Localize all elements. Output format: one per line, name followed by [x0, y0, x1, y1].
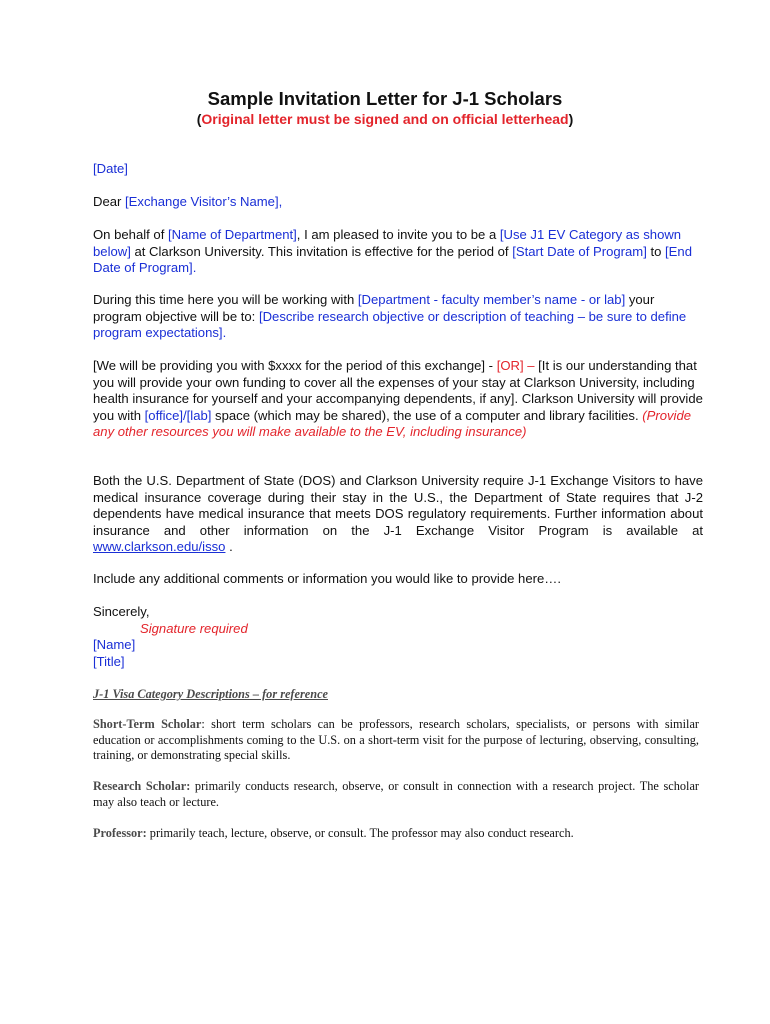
paragraph-additional-comments: Include any additional comments or information you would like to provide here…. — [93, 571, 561, 586]
document-subtitle — [0, 111, 770, 127]
text-run: During this time here you will be working with — [93, 292, 358, 307]
document-title: Sample Invitation Letter for J-1 Scholars — [207, 88, 563, 109]
reference-desc: primarily conducts research, observe, or consult in connection with a research project. The scholar may also teach or lecture. — [93, 779, 699, 809]
text-run: [We will be providing you with $xxxx for the period of this exchange] - — [93, 358, 497, 373]
text-run: . — [222, 325, 227, 340]
reference-item-research-scholar — [93, 779, 699, 810]
subtitle-close-paren: ) — [568, 111, 574, 127]
text-run: your program objective will be to: — [93, 292, 655, 324]
research-objective-field: [Describe research objective or description of teaching – be sure to define program expectations] — [93, 308, 687, 340]
signer-title-field: [Title] — [93, 654, 125, 669]
isso-link[interactable]: www.clarkson.edu/isso — [93, 539, 226, 554]
start-date-field: [Start Date of Program] — [512, 243, 647, 259]
greeting-prefix: Dear — [93, 194, 126, 209]
signer-name-field: [Name] — [93, 637, 136, 652]
reference-desc: : short term scholars can be professors, research scholars, specialists, or persons with similar education or accomplishments coming to the U.S. on a short-term visit for the purpose of lecturing, observing, consulting, training, or demonstrating special skills. — [93, 717, 699, 762]
date-field: [Date] — [93, 161, 128, 176]
end-date-field: [End Date of Program] — [93, 243, 692, 275]
text-run: On behalf of — [93, 227, 168, 242]
reference-item-professor — [93, 826, 699, 842]
ev-category-field: [Use J1 EV Category as shown below] — [93, 227, 682, 259]
reference-item-short-term-scholar — [93, 717, 699, 764]
department-name-field: [Name of Department] — [167, 227, 297, 242]
reference-desc: primarily teach, lecture, observe, or consult. The professor may also conduct research. — [146, 826, 574, 840]
reference-term: Professor: — [93, 826, 147, 840]
text-run: space (which may be shared), the use of a computer and library facilities. — [211, 407, 643, 423]
text-run: at Clarkson University. This invitation is effective for the period of — [130, 243, 513, 259]
subtitle-open-paren: ( — [196, 111, 202, 127]
closing-sincerely: Sincerely, — [93, 604, 150, 619]
faculty-member-field: [Department - faculty member’s name - or lab] — [357, 292, 626, 307]
office-lab-field: [office]/[lab] — [144, 407, 212, 423]
paragraph-program-objective — [93, 292, 703, 342]
subtitle-text: Original letter must be signed and on official letterhead — [201, 111, 569, 127]
text-run: . — [192, 260, 197, 275]
text-run: . — [225, 539, 233, 554]
paragraph-insurance — [93, 473, 703, 556]
text-run: Both the U.S. Department of State (DOS) and Clarkson University require J-1 Exchange Visitors to have medical insurance coverage during their stay in the U.S., the Department of State requires that J-2 dependents have medical insurance that meets DOS regulatory requirements. Further information about insurance and other information on the J-1 Exchange Visitor Program is available at — [93, 473, 703, 538]
reference-term: Research Scholar: — [93, 779, 191, 793]
reference-term: Short-Term Scholar — [93, 717, 202, 731]
paragraph-funding — [93, 358, 703, 441]
signature-required: Signature required — [140, 621, 248, 636]
text-run: , I am pleased to invite you to be a — [296, 227, 500, 242]
text-run: to — [646, 243, 666, 259]
text-run: [It is our understanding that you will provide your own funding to cover all the expenses of your stay at Clarkson University, including health insurance for yourself and your accompanying dependents, if any]. Clarkson University will provide you with — [93, 358, 703, 423]
paragraph-invitation — [93, 227, 703, 277]
or-marker: [OR] – — [496, 358, 535, 373]
reference-heading: J-1 Visa Category Descriptions – for reference — [93, 687, 328, 701]
greeting — [93, 194, 703, 211]
visitor-name-field: [Exchange Visitor’s Name], — [125, 194, 283, 209]
resources-note: (Provide any other resources you will make available to the EV, including insurance) — [93, 407, 692, 439]
